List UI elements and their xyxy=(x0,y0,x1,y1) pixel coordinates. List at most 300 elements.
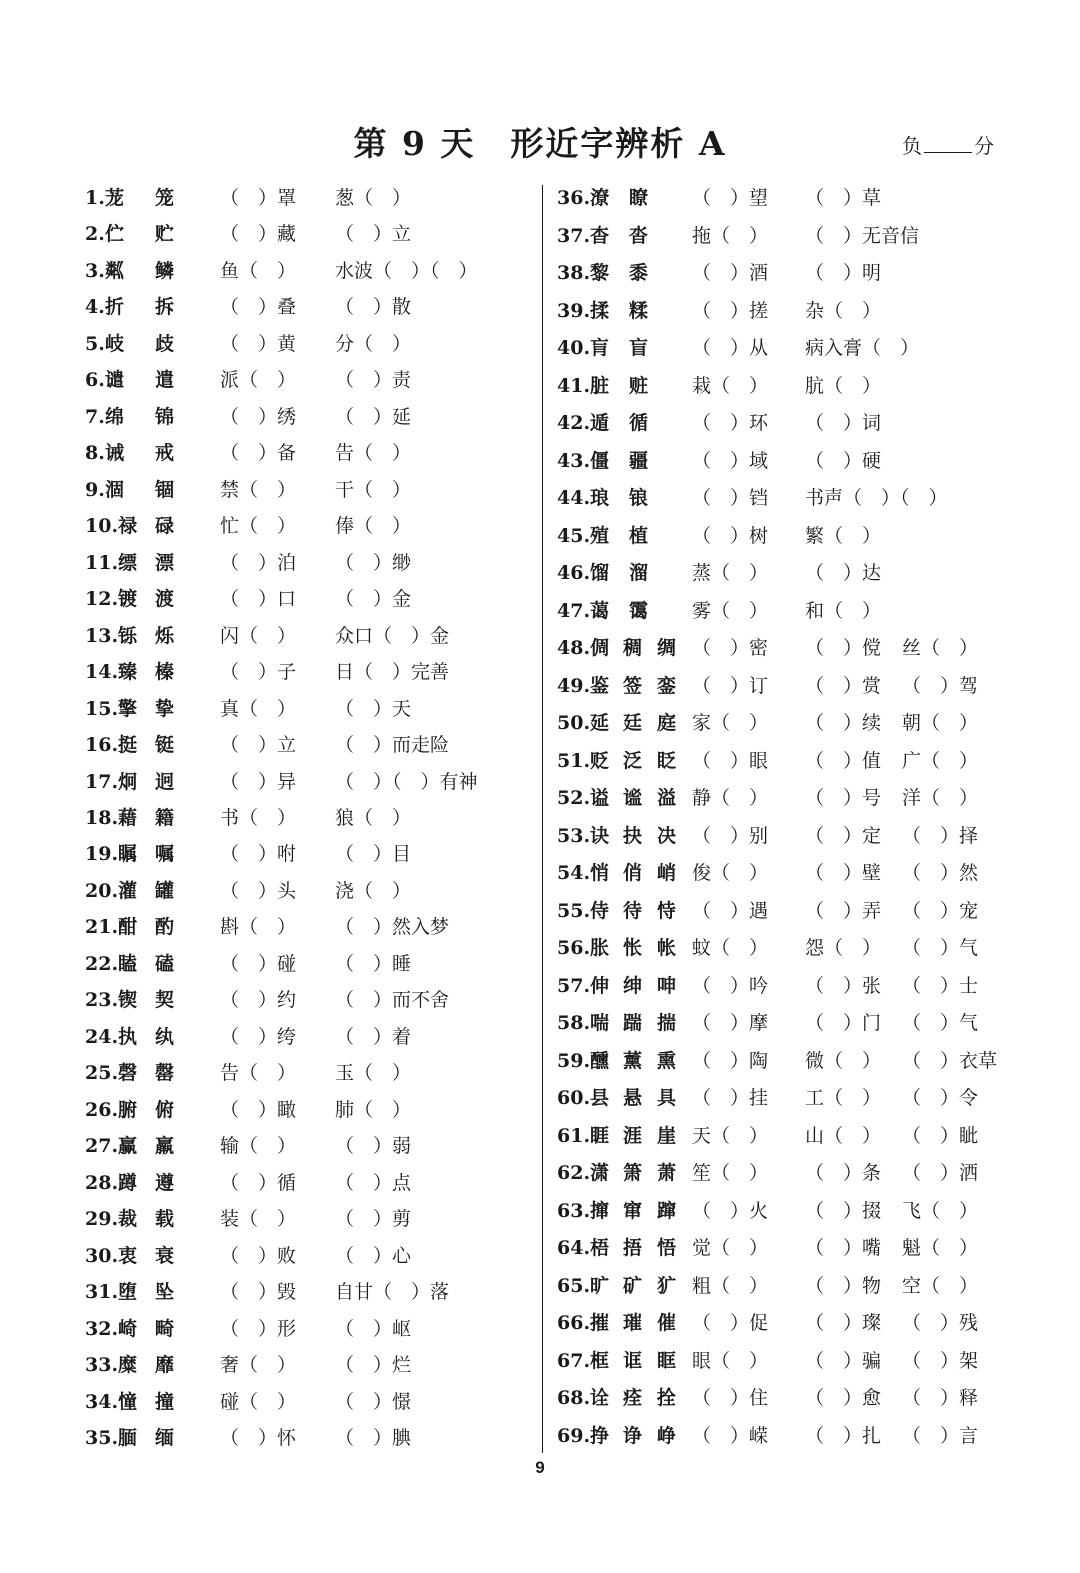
item-number: 43. xyxy=(557,449,591,472)
fill-in-blank[interactable]: （ ）望 xyxy=(692,187,769,209)
item-character: 载 xyxy=(155,1208,175,1231)
item-character: 谴 xyxy=(105,369,125,392)
fill-in-blank[interactable]: 装（ ） xyxy=(220,1208,297,1231)
item-number: 49. xyxy=(557,674,591,697)
item-character: 诀 xyxy=(590,824,610,847)
item-character: 峭 xyxy=(657,862,677,884)
item-character: 执 xyxy=(118,1025,138,1048)
item-character: 碌 xyxy=(155,515,175,538)
item-number: 44. xyxy=(557,487,591,509)
item-character: 衰 xyxy=(155,1244,175,1267)
fill-in-blank[interactable]: 眼（ ） xyxy=(692,1349,769,1372)
fill-in-blank[interactable]: 肺（ ） xyxy=(335,1098,412,1121)
fill-in-blank[interactable]: （ ）责 xyxy=(335,369,412,392)
fill-in-blank[interactable]: （ ）促 xyxy=(692,1312,769,1334)
item-number: 13. xyxy=(85,624,119,647)
item-character: 俏 xyxy=(623,862,643,884)
fill-in-blank[interactable]: （ ）金 xyxy=(335,588,412,611)
fill-in-blank[interactable]: （ ）域 xyxy=(692,449,769,472)
item-character: 峥 xyxy=(657,1424,677,1447)
item-number: 26. xyxy=(85,1098,119,1121)
fill-in-blank[interactable]: （ ）摩 xyxy=(692,1012,769,1034)
fill-in-blank[interactable]: 栽（ ） xyxy=(692,374,769,397)
fill-in-blank[interactable]: （ ）气 xyxy=(902,937,979,959)
item-character: 衷 xyxy=(118,1244,138,1267)
item-character: 挚 xyxy=(155,697,175,720)
fill-in-blank[interactable]: 玉（ ） xyxy=(335,1062,412,1085)
fill-in-blank[interactable]: 告（ ） xyxy=(335,442,412,465)
fill-in-blank[interactable]: 输（ ） xyxy=(220,1135,297,1158)
item-character: 县 xyxy=(590,1087,610,1109)
fill-in-blank[interactable]: （ ）无音信 xyxy=(805,224,920,247)
item-character: 诠 xyxy=(590,1387,610,1409)
fill-in-blank[interactable]: （ ）扎 xyxy=(805,1424,882,1447)
fill-in-blank[interactable]: （ ）碰 xyxy=(220,952,297,975)
item-number: 29. xyxy=(85,1208,119,1231)
fill-in-blank[interactable]: （ ）词 xyxy=(805,412,882,434)
fill-in-blank[interactable]: （ ）门 xyxy=(805,1012,882,1034)
fill-in-blank[interactable]: （ ）定 xyxy=(805,824,882,847)
item-character: 腑 xyxy=(118,1098,138,1121)
fill-in-blank[interactable]: （ ）张 xyxy=(805,974,882,997)
item-character: 渡 xyxy=(155,588,175,611)
item-number: 54. xyxy=(557,862,591,884)
fill-in-blank[interactable]: 日（ ）完善 xyxy=(335,661,450,684)
item-character: 涯 xyxy=(623,1124,643,1147)
item-character: 罐 xyxy=(155,879,175,902)
item-character: 纨 xyxy=(155,1025,175,1048)
fill-in-blank[interactable]: （ ）毁 xyxy=(220,1281,297,1304)
fill-in-blank[interactable]: （ ）骗 xyxy=(805,1349,882,1372)
item-character: 疆 xyxy=(629,449,649,472)
fill-in-blank[interactable]: （ ）环 xyxy=(692,412,769,434)
item-character: 折 xyxy=(105,296,125,319)
item-number: 35. xyxy=(85,1426,119,1449)
item-character: 腼 xyxy=(118,1426,138,1449)
fill-in-blank[interactable]: （ ）循 xyxy=(220,1171,297,1194)
fill-in-blank[interactable]: 水波（ ）（ ） xyxy=(335,259,478,282)
item-number: 47. xyxy=(557,599,591,622)
fill-in-blank[interactable]: （ ）头 xyxy=(220,879,297,902)
fill-in-blank[interactable]: （ ）天 xyxy=(335,697,412,720)
fill-in-blank[interactable]: （ ）弄 xyxy=(805,899,882,922)
fill-in-blank[interactable]: 分（ ） xyxy=(335,332,412,355)
fill-in-blank[interactable]: （ ）然 xyxy=(902,862,979,884)
fill-in-blank[interactable]: （ ）泊 xyxy=(220,551,297,574)
item-number: 16. xyxy=(85,734,119,757)
item-number: 28. xyxy=(85,1171,119,1194)
fill-in-blank[interactable]: （ ）罩 xyxy=(220,187,297,209)
fill-in-blank[interactable]: 告（ ） xyxy=(220,1062,297,1085)
item-character: 胀 xyxy=(590,937,610,959)
fill-in-blank[interactable]: （ ）嵘 xyxy=(692,1424,769,1447)
fill-in-blank[interactable]: （ ）咐 xyxy=(220,843,297,866)
item-character: 堕 xyxy=(118,1281,138,1304)
item-number: 4. xyxy=(85,296,105,319)
fill-in-blank[interactable]: （ ）绣 xyxy=(220,405,297,428)
fill-in-blank[interactable]: （ ）缈 xyxy=(335,551,412,574)
item-number: 14. xyxy=(85,661,119,684)
fill-in-blank[interactable]: 浇（ ） xyxy=(335,879,412,902)
item-number: 66. xyxy=(557,1312,591,1334)
fill-in-blank[interactable]: 派（ ） xyxy=(220,369,297,392)
fill-in-blank[interactable]: （ ）怀 xyxy=(220,1426,297,1449)
item-number: 69. xyxy=(557,1424,591,1447)
fill-in-blank[interactable]: （ ）剪 xyxy=(335,1208,412,1231)
item-character: 薰 xyxy=(623,1049,643,1072)
fill-in-blank[interactable]: 飞（ ） xyxy=(902,1199,979,1222)
fill-in-blank[interactable]: （ ）搓 xyxy=(692,299,769,322)
fill-in-blank[interactable]: （ ）愈 xyxy=(805,1387,882,1409)
item-character: 酌 xyxy=(155,916,175,939)
fill-in-blank[interactable]: 怨（ ） xyxy=(805,937,882,959)
fill-in-blank[interactable]: （ ）立 xyxy=(335,223,412,246)
item-character: 决 xyxy=(657,824,677,847)
item-character: 矿 xyxy=(623,1274,643,1297)
item-number: 67. xyxy=(557,1349,591,1372)
item-character: 茏 xyxy=(105,187,125,209)
item-character: 捂 xyxy=(623,1237,643,1259)
fill-in-blank[interactable]: （ ）令 xyxy=(902,1087,979,1109)
item-character: 黍 xyxy=(629,262,649,284)
fill-in-blank[interactable]: 病入膏（ ） xyxy=(805,337,920,359)
item-number: 56. xyxy=(557,937,591,959)
fill-in-blank[interactable]: 闪（ ） xyxy=(220,624,297,647)
fill-in-blank[interactable]: （ ）赏 xyxy=(805,674,882,697)
score-blank[interactable] xyxy=(924,152,972,153)
item-character: 绵 xyxy=(105,405,125,428)
item-character: 俯 xyxy=(155,1098,175,1121)
item-number: 46. xyxy=(557,562,591,584)
item-character: 缅 xyxy=(155,1426,175,1449)
item-character: 擎 xyxy=(118,697,138,720)
fill-in-blank[interactable]: 雾（ ） xyxy=(692,599,769,622)
fill-in-blank[interactable]: 禁（ ） xyxy=(220,478,297,501)
fill-in-blank[interactable]: （ ）陶 xyxy=(692,1049,769,1072)
fill-in-blank[interactable]: （ ）睡 xyxy=(335,952,412,975)
item-character: 粼 xyxy=(105,259,125,282)
fill-in-blank[interactable]: （ ）号 xyxy=(805,787,882,809)
item-character: 畸 xyxy=(155,1317,175,1340)
fill-in-blank[interactable]: 静（ ） xyxy=(692,787,769,809)
fill-in-blank[interactable]: （ ）洒 xyxy=(902,1162,979,1184)
fill-in-blank[interactable]: 真（ ） xyxy=(220,697,297,720)
item-character: 萧 xyxy=(657,1162,677,1184)
fill-in-blank[interactable]: 干（ ） xyxy=(335,478,412,501)
item-character: 诓 xyxy=(623,1349,643,1372)
page-title: 第 9 天 形近字辨析 A xyxy=(353,124,727,163)
fill-in-blank[interactable]: （ ）密 xyxy=(692,637,769,659)
fill-in-blank[interactable]: 笙（ ） xyxy=(692,1162,769,1184)
fill-in-blank[interactable]: （ ）衣草 xyxy=(902,1049,998,1072)
fill-in-blank[interactable]: 斟（ ） xyxy=(220,916,297,939)
fill-in-blank[interactable]: （ ）然入梦 xyxy=(335,916,450,939)
fill-in-blank[interactable]: （ ）而走险 xyxy=(335,734,450,757)
item-character: 灌 xyxy=(118,879,138,902)
fill-in-blank[interactable]: （ ）目 xyxy=(335,843,412,866)
fill-in-blank[interactable]: （ ）瞰 xyxy=(220,1098,297,1121)
item-character: 磬 xyxy=(118,1062,138,1085)
item-character: 糅 xyxy=(629,299,649,322)
fill-in-blank[interactable]: （ ）遇 xyxy=(692,899,769,922)
fill-in-blank[interactable]: （ ）烂 xyxy=(335,1354,412,1377)
item-character: 笼 xyxy=(155,187,175,209)
fill-in-blank[interactable]: （ ）绔 xyxy=(220,1025,297,1048)
fill-in-blank[interactable]: （ ）眦 xyxy=(902,1124,979,1147)
item-character: 谥 xyxy=(590,787,610,809)
fill-in-blank[interactable]: （ ）挂 xyxy=(692,1087,769,1109)
item-character: 涸 xyxy=(105,478,125,501)
fill-in-blank[interactable]: 蒸（ ） xyxy=(692,562,769,584)
item-character: 揣 xyxy=(657,1012,677,1034)
item-character: 罄 xyxy=(155,1062,175,1085)
fill-in-blank[interactable]: （ ）达 xyxy=(805,562,882,584)
fill-in-blank[interactable]: （ ）傥 xyxy=(805,637,882,659)
fill-in-blank[interactable]: （ ）火 xyxy=(692,1199,769,1222)
fill-in-blank[interactable]: （ ）言 xyxy=(902,1424,979,1447)
item-character: 糜 xyxy=(118,1354,138,1377)
item-number: 34. xyxy=(85,1390,119,1413)
item-character: 憧 xyxy=(118,1390,138,1413)
item-character: 瞌 xyxy=(118,952,138,975)
item-number: 61. xyxy=(557,1124,591,1147)
fill-in-blank[interactable]: （ ）铛 xyxy=(692,487,769,509)
item-character: 挣 xyxy=(590,1424,610,1447)
fill-in-blank[interactable]: （ ）点 xyxy=(335,1171,412,1194)
fill-in-blank[interactable]: 朝（ ） xyxy=(902,712,979,734)
fill-in-blank[interactable]: 碰（ ） xyxy=(220,1390,297,1413)
item-character: 窜 xyxy=(623,1199,643,1222)
fill-in-blank[interactable]: 觉（ ） xyxy=(692,1237,769,1259)
item-character: 催 xyxy=(657,1312,677,1334)
item-character: 銮 xyxy=(657,674,677,697)
item-character: 蔼 xyxy=(590,599,610,622)
item-number: 55. xyxy=(557,899,591,922)
item-number: 30. xyxy=(85,1244,119,1267)
fill-in-blank[interactable]: （ ）口 xyxy=(220,588,297,611)
fill-in-blank[interactable]: （ ）别 xyxy=(692,824,769,847)
fill-in-blank[interactable]: 丝（ ） xyxy=(902,637,979,659)
fill-in-blank[interactable]: （ ）璨 xyxy=(805,1312,882,1334)
fill-in-blank[interactable]: （ ）驾 xyxy=(902,674,979,697)
item-number: 57. xyxy=(557,974,591,997)
item-character: 蹲 xyxy=(118,1171,138,1194)
item-character: 揉 xyxy=(590,299,610,322)
item-character: 溢 xyxy=(657,787,677,809)
item-character: 侍 xyxy=(590,899,610,922)
item-number: 65. xyxy=(557,1274,591,1297)
fill-in-blank[interactable]: （ ）子 xyxy=(220,661,297,684)
fill-in-blank[interactable]: （ ）备 xyxy=(220,442,297,465)
fill-in-blank[interactable]: （ ）异 xyxy=(220,770,297,793)
item-character: 羸 xyxy=(155,1135,175,1158)
fill-in-blank[interactable]: 狼（ ） xyxy=(335,806,412,829)
fill-in-blank[interactable]: （ ）心 xyxy=(335,1244,412,1267)
fill-in-blank[interactable]: （ ）叠 xyxy=(220,296,297,319)
item-character: 遁 xyxy=(590,412,610,434)
item-number: 37. xyxy=(557,224,591,247)
fill-in-blank[interactable]: 魁（ ） xyxy=(902,1237,979,1259)
item-number: 2. xyxy=(85,223,105,246)
item-character: 箫 xyxy=(623,1162,643,1184)
item-number: 32. xyxy=(85,1317,119,1340)
fill-in-blank[interactable]: （ ）腆 xyxy=(335,1426,412,1449)
item-number: 5. xyxy=(85,332,105,355)
item-character: 循 xyxy=(629,412,649,434)
fill-in-blank[interactable]: 工（ ） xyxy=(805,1087,882,1109)
fill-in-blank[interactable]: （ ）眼 xyxy=(692,749,769,772)
item-character: 酣 xyxy=(118,916,138,939)
fill-in-blank[interactable]: 繁（ ） xyxy=(805,524,882,547)
item-character: 遵 xyxy=(155,1171,175,1194)
item-character: 撺 xyxy=(590,1199,610,1222)
fill-in-blank[interactable]: 蚊（ ） xyxy=(692,937,769,959)
fill-in-blank[interactable]: （ ）值 xyxy=(805,749,882,772)
item-character: 鉴 xyxy=(590,674,610,697)
fill-in-blank[interactable]: （ ）黄 xyxy=(220,332,297,355)
item-character: 痊 xyxy=(623,1387,643,1409)
item-number: 31. xyxy=(85,1281,119,1304)
item-character: 籍 xyxy=(155,806,175,829)
item-character: 谧 xyxy=(623,787,643,809)
fill-in-blank[interactable]: （ ）住 xyxy=(692,1387,769,1409)
fill-in-blank[interactable]: （ ）散 xyxy=(335,296,412,319)
item-character: 廷 xyxy=(623,712,643,734)
fill-in-blank[interactable]: （ ）而不舍 xyxy=(335,989,450,1012)
fill-in-blank[interactable]: （ ）掇 xyxy=(805,1199,882,1222)
item-number: 18. xyxy=(85,806,119,829)
fill-in-blank[interactable]: （ ）立 xyxy=(220,734,297,757)
item-character: 璀 xyxy=(623,1312,643,1334)
item-number: 23. xyxy=(85,989,119,1012)
fill-in-blank[interactable]: 粗（ ） xyxy=(692,1274,769,1297)
fill-in-blank[interactable]: （ ）憬 xyxy=(335,1390,412,1413)
item-character: 戒 xyxy=(155,442,175,465)
item-character: 榛 xyxy=(155,661,175,684)
item-number: 50. xyxy=(557,712,591,734)
fill-in-blank[interactable]: （ ）续 xyxy=(805,712,882,734)
fill-in-blank[interactable]: （ ）架 xyxy=(902,1349,979,1372)
item-character: 鳞 xyxy=(155,259,175,282)
item-number: 17. xyxy=(85,770,119,793)
fill-in-blank[interactable]: 忙（ ） xyxy=(220,515,297,538)
fill-in-blank[interactable]: 和（ ） xyxy=(805,599,882,622)
item-character: 歧 xyxy=(155,332,175,355)
item-number: 11. xyxy=(85,551,119,574)
item-character: 拴 xyxy=(657,1387,677,1409)
fill-in-blank[interactable]: 天（ ） xyxy=(692,1124,769,1147)
item-number: 42. xyxy=(557,412,591,434)
fill-in-blank[interactable]: （ ）着 xyxy=(335,1025,412,1048)
item-character: 泛 xyxy=(623,749,643,772)
fill-in-blank[interactable]: 众口（ ）金 xyxy=(335,624,450,647)
item-number: 68. xyxy=(557,1387,591,1409)
item-character: 框 xyxy=(590,1349,610,1372)
fill-in-blank[interactable]: （ ）明 xyxy=(805,262,882,284)
fill-in-blank[interactable]: 微（ ） xyxy=(805,1049,882,1072)
item-character: 藉 xyxy=(118,806,138,829)
item-character: 瞭 xyxy=(629,187,649,209)
item-character: 烁 xyxy=(155,624,175,647)
fill-in-blank[interactable]: （ ）条 xyxy=(805,1162,882,1184)
item-character: 潇 xyxy=(590,1162,610,1184)
fill-in-blank[interactable]: 山（ ） xyxy=(805,1124,882,1147)
fill-in-blank[interactable]: （ ）残 xyxy=(902,1312,979,1334)
item-character: 沓 xyxy=(629,224,649,247)
fill-in-blank[interactable]: 葱（ ） xyxy=(335,187,412,209)
fill-in-blank[interactable]: 肮（ ） xyxy=(805,374,882,397)
fill-in-blank[interactable]: 杂（ ） xyxy=(805,299,882,322)
fill-in-blank[interactable]: 书声（ ）（ ） xyxy=(805,487,948,509)
item-character: 霭 xyxy=(629,599,649,622)
fill-in-blank[interactable]: （ ）延 xyxy=(335,405,412,428)
item-number: 7. xyxy=(85,405,105,428)
fill-in-blank[interactable]: 自甘（ ）落 xyxy=(335,1281,450,1304)
fill-in-blank[interactable]: （ ）弱 xyxy=(335,1135,412,1158)
fill-in-blank[interactable]: （ ）（ ）有神 xyxy=(335,770,478,793)
fill-in-blank[interactable]: （ ）吟 xyxy=(692,974,769,997)
fill-in-blank[interactable]: （ ）酒 xyxy=(692,262,769,284)
fill-in-blank[interactable]: （ ）约 xyxy=(220,989,297,1012)
fill-in-blank[interactable]: 俸（ ） xyxy=(335,515,412,538)
fill-in-blank[interactable]: 俊（ ） xyxy=(692,862,769,884)
item-number: 19. xyxy=(85,843,119,866)
item-character: 黎 xyxy=(590,262,610,284)
item-character: 赃 xyxy=(629,374,649,397)
item-character: 悄 xyxy=(590,862,610,884)
fill-in-blank[interactable]: 洋（ ） xyxy=(902,787,979,809)
fill-in-blank[interactable]: 广（ ） xyxy=(902,749,979,772)
item-character: 契 xyxy=(155,989,175,1012)
fill-in-blank[interactable]: （ ）气 xyxy=(902,1012,979,1034)
fill-in-blank[interactable]: （ ）藏 xyxy=(220,223,297,246)
fill-in-blank[interactable]: （ ）择 xyxy=(902,824,979,847)
fill-in-blank[interactable]: 拖（ ） xyxy=(692,224,769,247)
item-character: 诫 xyxy=(105,442,125,465)
item-number: 12. xyxy=(85,588,119,611)
item-character: 脏 xyxy=(590,374,610,397)
item-character: 醺 xyxy=(590,1049,610,1072)
fill-in-blank[interactable]: 书（ ） xyxy=(220,806,297,829)
fill-in-blank[interactable]: 空（ ） xyxy=(902,1274,979,1297)
fill-in-blank[interactable]: （ ）硬 xyxy=(805,449,882,472)
item-number: 58. xyxy=(557,1012,591,1034)
fill-in-blank[interactable]: 鱼（ ） xyxy=(220,259,297,282)
fill-in-blank[interactable]: （ ）订 xyxy=(692,674,769,697)
fill-in-blank[interactable]: 奢（ ） xyxy=(220,1354,297,1377)
fill-in-blank[interactable]: （ ）壁 xyxy=(805,862,882,884)
fill-in-blank[interactable]: （ ）岖 xyxy=(335,1317,412,1340)
score-prefix: 负 xyxy=(902,134,922,158)
fill-in-blank[interactable]: （ ）宠 xyxy=(902,899,979,922)
item-character: 帐 xyxy=(657,937,677,959)
item-character: 拆 xyxy=(155,296,175,319)
item-number: 38. xyxy=(557,262,591,284)
fill-in-blank[interactable]: （ ）从 xyxy=(692,337,769,359)
fill-in-blank[interactable]: （ ）形 xyxy=(220,1317,297,1340)
item-character: 镀 xyxy=(118,588,138,611)
fill-in-blank[interactable]: （ ）败 xyxy=(220,1244,297,1267)
fill-in-blank[interactable]: （ ）物 xyxy=(805,1274,882,1297)
fill-in-blank[interactable]: （ ）草 xyxy=(805,187,882,209)
fill-in-blank[interactable]: （ ）士 xyxy=(902,974,979,997)
fill-in-blank[interactable]: （ ）释 xyxy=(902,1387,979,1409)
item-character: 迥 xyxy=(155,770,175,793)
fill-in-blank[interactable]: 家（ ） xyxy=(692,712,769,734)
item-number: 22. xyxy=(85,952,119,975)
fill-in-blank[interactable]: （ ）嘴 xyxy=(805,1237,882,1259)
fill-in-blank[interactable]: （ ）树 xyxy=(692,524,769,547)
